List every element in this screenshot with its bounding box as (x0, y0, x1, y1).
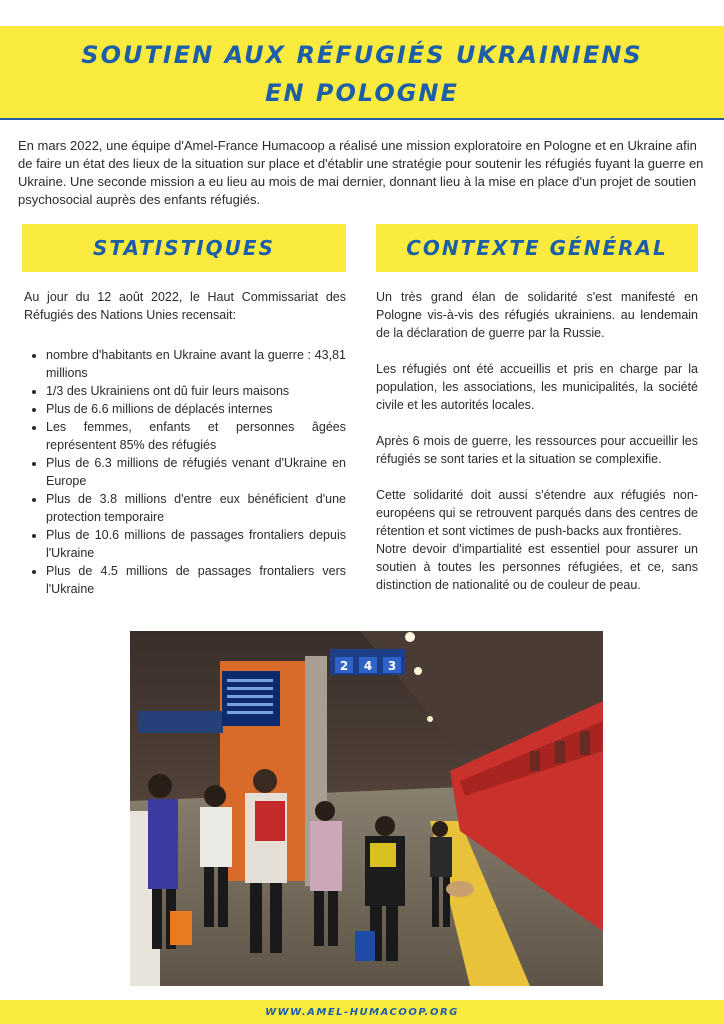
platform-number: 3 (387, 659, 397, 673)
statistics-banner (22, 224, 346, 272)
website-link[interactable]: WWW.AMEL-HUMACOOP.ORG (265, 1006, 459, 1018)
statistics-column (24, 288, 346, 598)
intro-paragraph: En mars 2022, une équipe d'Amel-France Humacoop a réalisé une mission exploratoire en Pologne et en Ukraine afin de faire un état des lieux de la situation sur place et d'établir une stratégie pour soutenir les réfugiés fuyant la guerre en Ukraine. Une seconde mission a eu lieu au mois de mai dernier, donnant lieu à la mise en place d'un projet de soutien psychosocial auprès des enfants réfugiés. (18, 138, 704, 207)
statistics-item: • nombre d'habitants en Ukraine avant la guerre : 43,81 millions (46, 346, 346, 382)
context-paragraph: Les réfugiés ont été accueillis et pris en charge par la population, les associations, les municipalités, la société civile et les autorités locales. (376, 362, 698, 412)
context-banner (376, 224, 698, 272)
platform-sign (330, 649, 405, 675)
statistics-item: • 1/3 des Ukrainiens ont dû fuir leurs maisons (46, 382, 346, 400)
context-paragraph: Cette solidarité doit aussi s'étendre aux réfugiés non-européens qui se retrouvent parqués dans des centres de rétention et sont victimes de push-backs aux frontières. (376, 488, 698, 538)
context-heading: CONTEXTE GÉNÉRAL (406, 236, 668, 260)
statistics-lead: Au jour du 12 août 2022, le Haut Commissariat des Réfugiés des Nations Unies recensait: (24, 290, 346, 322)
page-title (0, 36, 724, 112)
statistics-item: • Plus de 6.3 millions de réfugiés venant d'Ukraine en Europe (46, 454, 346, 490)
title-line-1: SOUTIEN AUX RÉFUGIÉS UKRAINIENS (81, 41, 643, 69)
context-column (376, 288, 698, 612)
train-station-photo (130, 631, 603, 986)
title-line-2: EN POLOGNE (265, 79, 459, 107)
statistics-item: • Plus de 6.6 millions de déplacés internes (46, 400, 346, 418)
platform-number: 2 (339, 659, 349, 673)
context-paragraph: Notre devoir d'impartialité est essentiel pour assurer un soutien à toutes les personnes réfugiées, et ce, sans distinction de nationalité ou de couleur de peau. (376, 542, 698, 592)
statistics-heading: STATISTIQUES (93, 236, 275, 260)
train-station-illustration (130, 631, 603, 986)
statistics-item: • Plus de 3.8 millions d'entre eux bénéficient d'une protection temporaire (46, 490, 346, 526)
context-paragraph: Après 6 mois de guerre, les ressources pour accueillir les réfugiés se sont taries et la situation se complexifie. (376, 434, 698, 466)
context-paragraph: Un très grand élan de solidarité s'est manifesté en Pologne vis-à-vis des réfugiés ukrainiens. au lendemain de la déclaration de guerre par la Russie. (376, 290, 698, 340)
statistics-item: • Plus de 4.5 millions de passages frontaliers vers l'Ukraine (46, 562, 346, 598)
statistics-list (24, 346, 346, 598)
statistics-item: • Les femmes, enfants et personnes âgées représentent 85% des réfugiés (46, 418, 346, 454)
statistics-item: • Plus de 10.6 millions de passages frontaliers depuis l'Ukraine (46, 526, 346, 562)
footer-banner (0, 1000, 724, 1024)
platform-number: 4 (363, 659, 373, 673)
